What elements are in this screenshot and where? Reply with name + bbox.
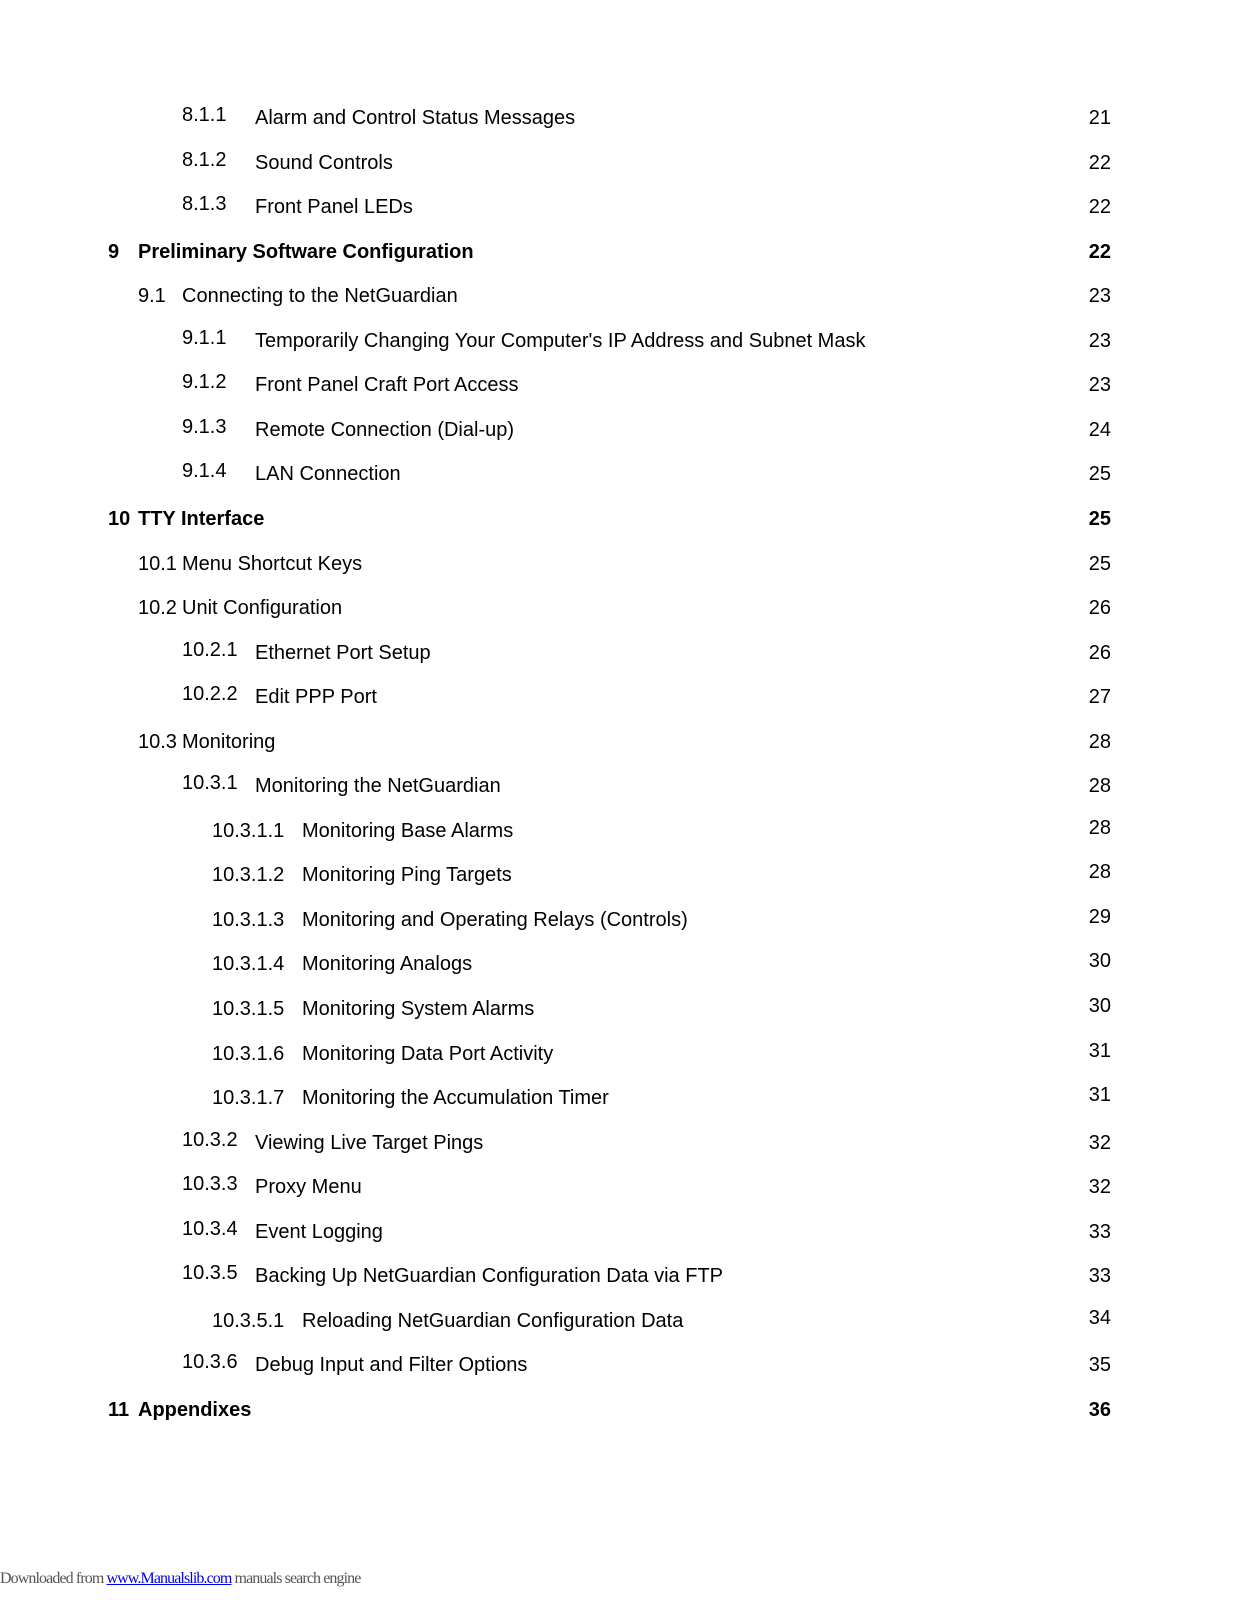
toc-entry-title: Monitoring and Operating Relays (Controls) (302, 908, 688, 931)
toc-entry-number: 10.3.5.1 (212, 1309, 285, 1332)
toc-entry-number: 9 (108, 240, 120, 263)
toc-entry-title: Monitoring (182, 730, 276, 753)
toc-entry-page: 26 (1088, 641, 1111, 664)
toc-entry-page: 22 (1088, 151, 1111, 174)
toc-entry-title: Monitoring System Alarms (302, 998, 535, 1020)
toc-entry-page: 31 (1088, 1039, 1111, 1062)
toc-entry-number: 10.2.1 (182, 638, 238, 661)
toc-entry[interactable] (0, 1039, 1237, 1069)
toc-entry-title: Viewing Live Target Pings (255, 1131, 484, 1154)
toc-entry-page: 32 (1088, 1131, 1111, 1154)
toc-entry[interactable] (0, 682, 1237, 712)
toc-entry-title: Menu Shortcut Keys (182, 552, 363, 575)
toc-entry-page: 25 (1088, 507, 1111, 530)
toc-entry[interactable] (0, 593, 1237, 623)
toc-entry-number: 8.1.2 (182, 148, 227, 171)
toc-entry-title: Connecting to the NetGuardian (182, 285, 458, 308)
toc-entry-title: Sound Controls (255, 151, 393, 174)
toc-entry-number: 10.3.1.1 (212, 819, 285, 842)
toc-entry-page: 21 (1088, 107, 1111, 129)
toc-entry-number: 10.3.3 (182, 1173, 238, 1196)
toc-entry[interactable] (0, 326, 1237, 356)
toc-entry-page: 28 (1088, 730, 1111, 753)
toc-entry[interactable] (0, 1350, 1237, 1380)
toc-entry[interactable] (0, 103, 1237, 133)
toc-entry-title: Appendixes (138, 1398, 252, 1421)
toc-entry-page: 28 (1088, 775, 1111, 798)
toc-entry-page: 29 (1088, 905, 1111, 928)
toc-entry-number: 10.3.1.7 (212, 1087, 285, 1110)
toc-entry[interactable] (0, 549, 1237, 579)
toc-entry-number: 10.3.6 (182, 1351, 238, 1374)
toc-entry-page: 27 (1088, 686, 1111, 709)
toc-entry[interactable] (0, 148, 1237, 178)
toc-entry-number: 10.3.2 (182, 1128, 238, 1151)
toc-entry-number: 8.1.1 (182, 104, 227, 126)
toc-entry-number: 9.1.4 (182, 460, 227, 483)
toc-entry[interactable] (0, 1306, 1237, 1336)
toc-entry[interactable] (0, 1083, 1237, 1113)
toc-entry-title: Temporarily Changing Your Computer's IP Address and Subnet Mask (255, 329, 866, 352)
footer-suffix: manuals search engine (231, 1570, 361, 1587)
toc-entry-number: 10.3.1.5 (212, 998, 285, 1020)
toc-entry[interactable] (0, 905, 1237, 935)
toc-entry-page: 30 (1088, 950, 1111, 973)
manualslib-link[interactable]: www.Manualslib.com (106, 1570, 232, 1587)
toc-entry-page: 23 (1088, 285, 1111, 308)
toc-entry[interactable] (0, 949, 1237, 979)
toc-entry-title: Monitoring Base Alarms (302, 819, 514, 842)
toc-entry-page: 22 (1088, 196, 1111, 219)
toc-entry-page: 36 (1088, 1398, 1111, 1421)
toc-entry-page: 31 (1088, 1084, 1111, 1107)
toc-entry-page: 35 (1088, 1354, 1111, 1377)
toc-entry[interactable] (0, 816, 1237, 846)
toc-entry[interactable] (0, 415, 1237, 445)
toc-entry-number: 10.1 (138, 552, 177, 575)
toc-entry-title: Monitoring Data Port Activity (302, 1042, 554, 1065)
toc-entry-page: 23 (1088, 374, 1111, 397)
toc-entry-title: Monitoring Analogs (302, 953, 473, 976)
toc-entry-title: Debug Input and Filter Options (255, 1354, 528, 1377)
toc-entry-number: 10.3.1 (182, 772, 238, 795)
toc-entry-title: Monitoring the Accumulation Timer (302, 1087, 609, 1110)
toc-entry[interactable] (0, 1395, 1237, 1425)
toc-entry[interactable] (0, 638, 1237, 668)
toc-entry[interactable] (0, 771, 1237, 801)
toc-entry-number: 10.3 (138, 730, 177, 753)
toc-entry-number: 10.3.1.6 (212, 1042, 285, 1065)
toc-entry-page: 25 (1088, 463, 1111, 486)
toc-entry-page: 25 (1088, 552, 1111, 575)
toc-entry-title: TTY Interface (138, 507, 265, 530)
toc-entry-number: 10.2.2 (182, 683, 238, 706)
toc-entry-number: 9.1 (138, 285, 166, 308)
toc-entry-title: Ethernet Port Setup (255, 641, 431, 664)
toc-entry[interactable] (0, 370, 1237, 400)
toc-entry-title: LAN Connection (255, 463, 401, 486)
toc-entry-page: 26 (1088, 597, 1111, 619)
toc-entry-title: Backing Up NetGuardian Configuration Data via FTP (255, 1265, 724, 1288)
toc-entry-title: Event Logging (255, 1220, 383, 1243)
toc-entry-title: Remote Connection (Dial-up) (255, 418, 515, 441)
download-footer (0, 1570, 360, 1588)
toc-entry[interactable] (0, 504, 1237, 534)
toc-entry-number: 9.1.1 (182, 326, 227, 349)
toc-entry-number: 8.1.3 (182, 193, 227, 216)
toc-entry-page: 32 (1088, 1176, 1111, 1199)
toc-entry-title: Edit PPP Port (255, 686, 377, 709)
toc-entry-page: 28 (1088, 816, 1111, 839)
toc-entry-title: Alarm and Control Status Messages (255, 107, 576, 129)
toc-entry[interactable] (0, 860, 1237, 890)
toc-entry-number: 10.3.5 (182, 1262, 238, 1285)
toc-entry-number: 10.2 (138, 597, 177, 619)
toc-entry-title: Preliminary Software Configuration (138, 240, 474, 263)
toc-entry-number: 11 (108, 1398, 130, 1421)
toc-entry-number: 10.3.1.2 (212, 864, 285, 887)
toc-entry-title: Front Panel LEDs (255, 196, 413, 219)
toc-entry-title: Reloading NetGuardian Configuration Data (302, 1309, 684, 1332)
toc-entry-number: 10 (108, 507, 131, 530)
toc-entry-title: Unit Configuration (182, 597, 343, 619)
toc-entry[interactable] (0, 459, 1237, 489)
toc-entry-title: Monitoring the NetGuardian (255, 775, 501, 798)
toc-entry-number: 10.3.1.4 (212, 953, 285, 976)
toc-entry-page: 33 (1088, 1265, 1111, 1288)
toc-entry-page: 23 (1088, 329, 1111, 352)
toc-entry-title: Proxy Menu (255, 1176, 362, 1199)
toc-entry-page: 28 (1088, 861, 1111, 884)
footer-prefix: Downloaded from (0, 1570, 107, 1587)
toc-entry[interactable] (0, 237, 1237, 267)
toc-entry-number: 10.3.1.3 (212, 908, 285, 931)
toc-entry-page: 22 (1088, 240, 1111, 263)
toc-entry[interactable] (0, 192, 1237, 222)
toc-entry-number: 9.1.3 (182, 415, 227, 438)
toc-entry-page: 34 (1088, 1306, 1111, 1329)
toc-entry[interactable] (0, 1172, 1237, 1202)
toc-entry[interactable] (0, 1217, 1237, 1247)
toc-entry-number: 10.3.4 (182, 1217, 238, 1240)
toc-entry-page: 24 (1088, 418, 1111, 441)
toc-entry[interactable] (0, 994, 1237, 1024)
toc-entry-number: 9.1.2 (182, 371, 227, 394)
toc-entry-title: Front Panel Craft Port Access (255, 374, 519, 397)
toc-entry[interactable] (0, 727, 1237, 757)
toc-entry[interactable] (0, 281, 1237, 311)
toc-entry-title: Monitoring Ping Targets (302, 864, 512, 887)
toc-entry[interactable] (0, 1128, 1237, 1158)
toc-entry[interactable] (0, 1261, 1237, 1291)
toc-entry-page: 30 (1088, 995, 1111, 1017)
toc-entry-page: 33 (1088, 1220, 1111, 1243)
